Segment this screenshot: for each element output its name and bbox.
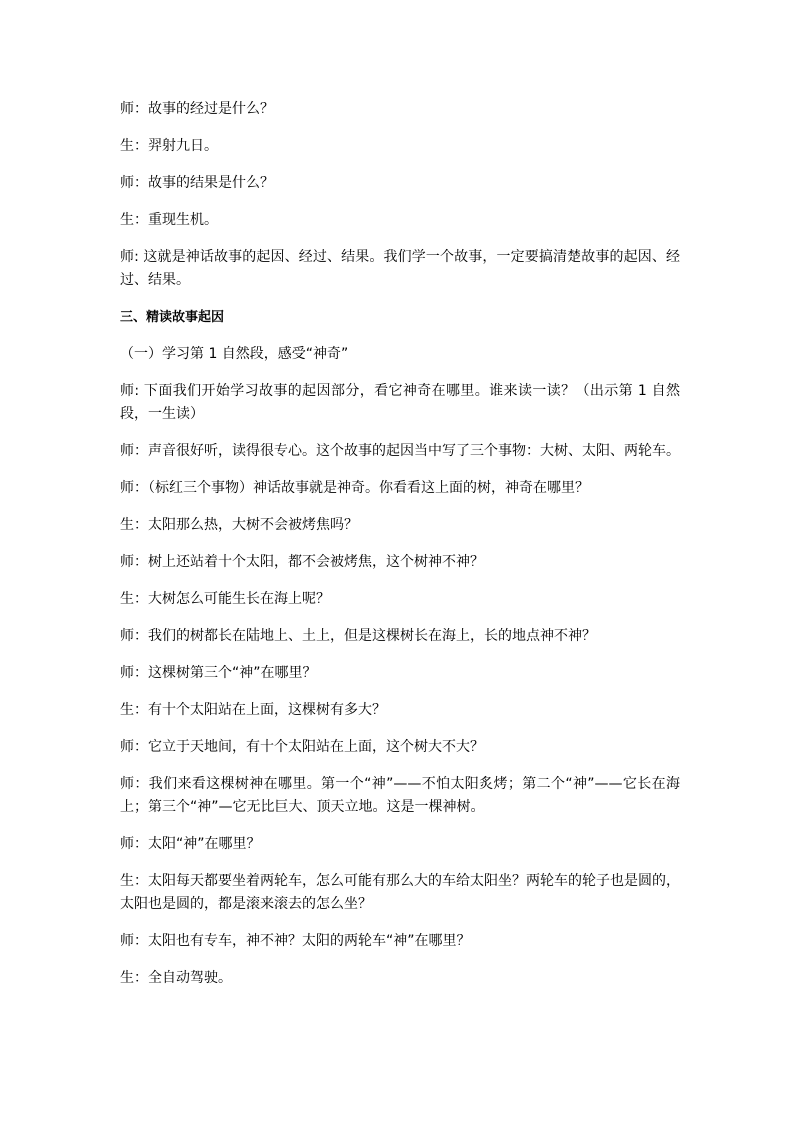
dialogue-line: 师：声音很好听，读得很专心。这个故事的起因当中写了三个事物：大树、太阳、两轮车。 [120,443,680,459]
dialogue-line: 师: 这就是神话故事的起因、经过、结果。我们学一个故事，一定要搞清楚故事的起因、经过、结果。 [120,249,680,288]
section-heading: 三、精读故事起因 [120,310,225,325]
dialogue-line: 师：我们的树都长在陆地上、土上，但是这棵树长在海上，长的地点神不神？ [120,628,596,644]
dialogue-line: 师：它立于天地间，有十个太阳站在上面，这个树大不大？ [120,739,484,755]
subsection-heading: （一）学习第 1 自然段，感受“神奇” [120,346,349,362]
dialogue-line: 师：我们来看这棵树神在哪里。第一个“神”——不怕太阳炙烤；第二个“神”——它长在海上；第三个“神”—它无比巨大、顶天立地。这是一棵神树。 [120,776,680,815]
dialogue-line: 师：故事的经过是什么？ [120,101,274,117]
dialogue-line: 生：全自动驾驶。 [120,970,232,986]
dialogue-line: 生：大树怎么可能生长在海上呢？ [120,591,330,607]
dialogue-line: 生：太阳那么热，大树不会被烤焦吗？ [120,517,358,533]
dialogue-line: 生：羿射九日。 [120,138,218,154]
dialogue-line: 师：这棵树第三个“神”在哪里？ [120,665,317,681]
dialogue-line: 生：有十个太阳站在上面，这棵树有多大？ [120,702,386,718]
dialogue-line: 生：太阳每天都要坐着两轮车，怎么可能有那么大的车给太阳坐？两轮车的轮子也是圆的，太阳也是圆的，都是滚来滚去的怎么坐？ [120,873,680,912]
dialogue-line: 师: 下面我们开始学习故事的起因部分，看它神奇在哪里。谁来读一读？（出示第 1 自然段，一生读） [120,383,680,422]
dialogue-line: 师：太阳“神”在哪里？ [120,836,261,852]
dialogue-line: 师：太阳也有专车，神不神？太阳的两轮车“神”在哪里？ [120,933,471,949]
dialogue-line: 师：（标红三个事物）神话故事就是神奇。你看看这上面的树，神奇在哪里？ [120,480,589,496]
dialogue-line: 生：重现生机。 [120,212,218,228]
dialogue-line: 师：树上还站着十个太阳，都不会被烤焦，这个树神不神？ [120,554,484,570]
dialogue-line: 师：故事的结果是什么？ [120,175,274,191]
document-page [120,98,680,1004]
